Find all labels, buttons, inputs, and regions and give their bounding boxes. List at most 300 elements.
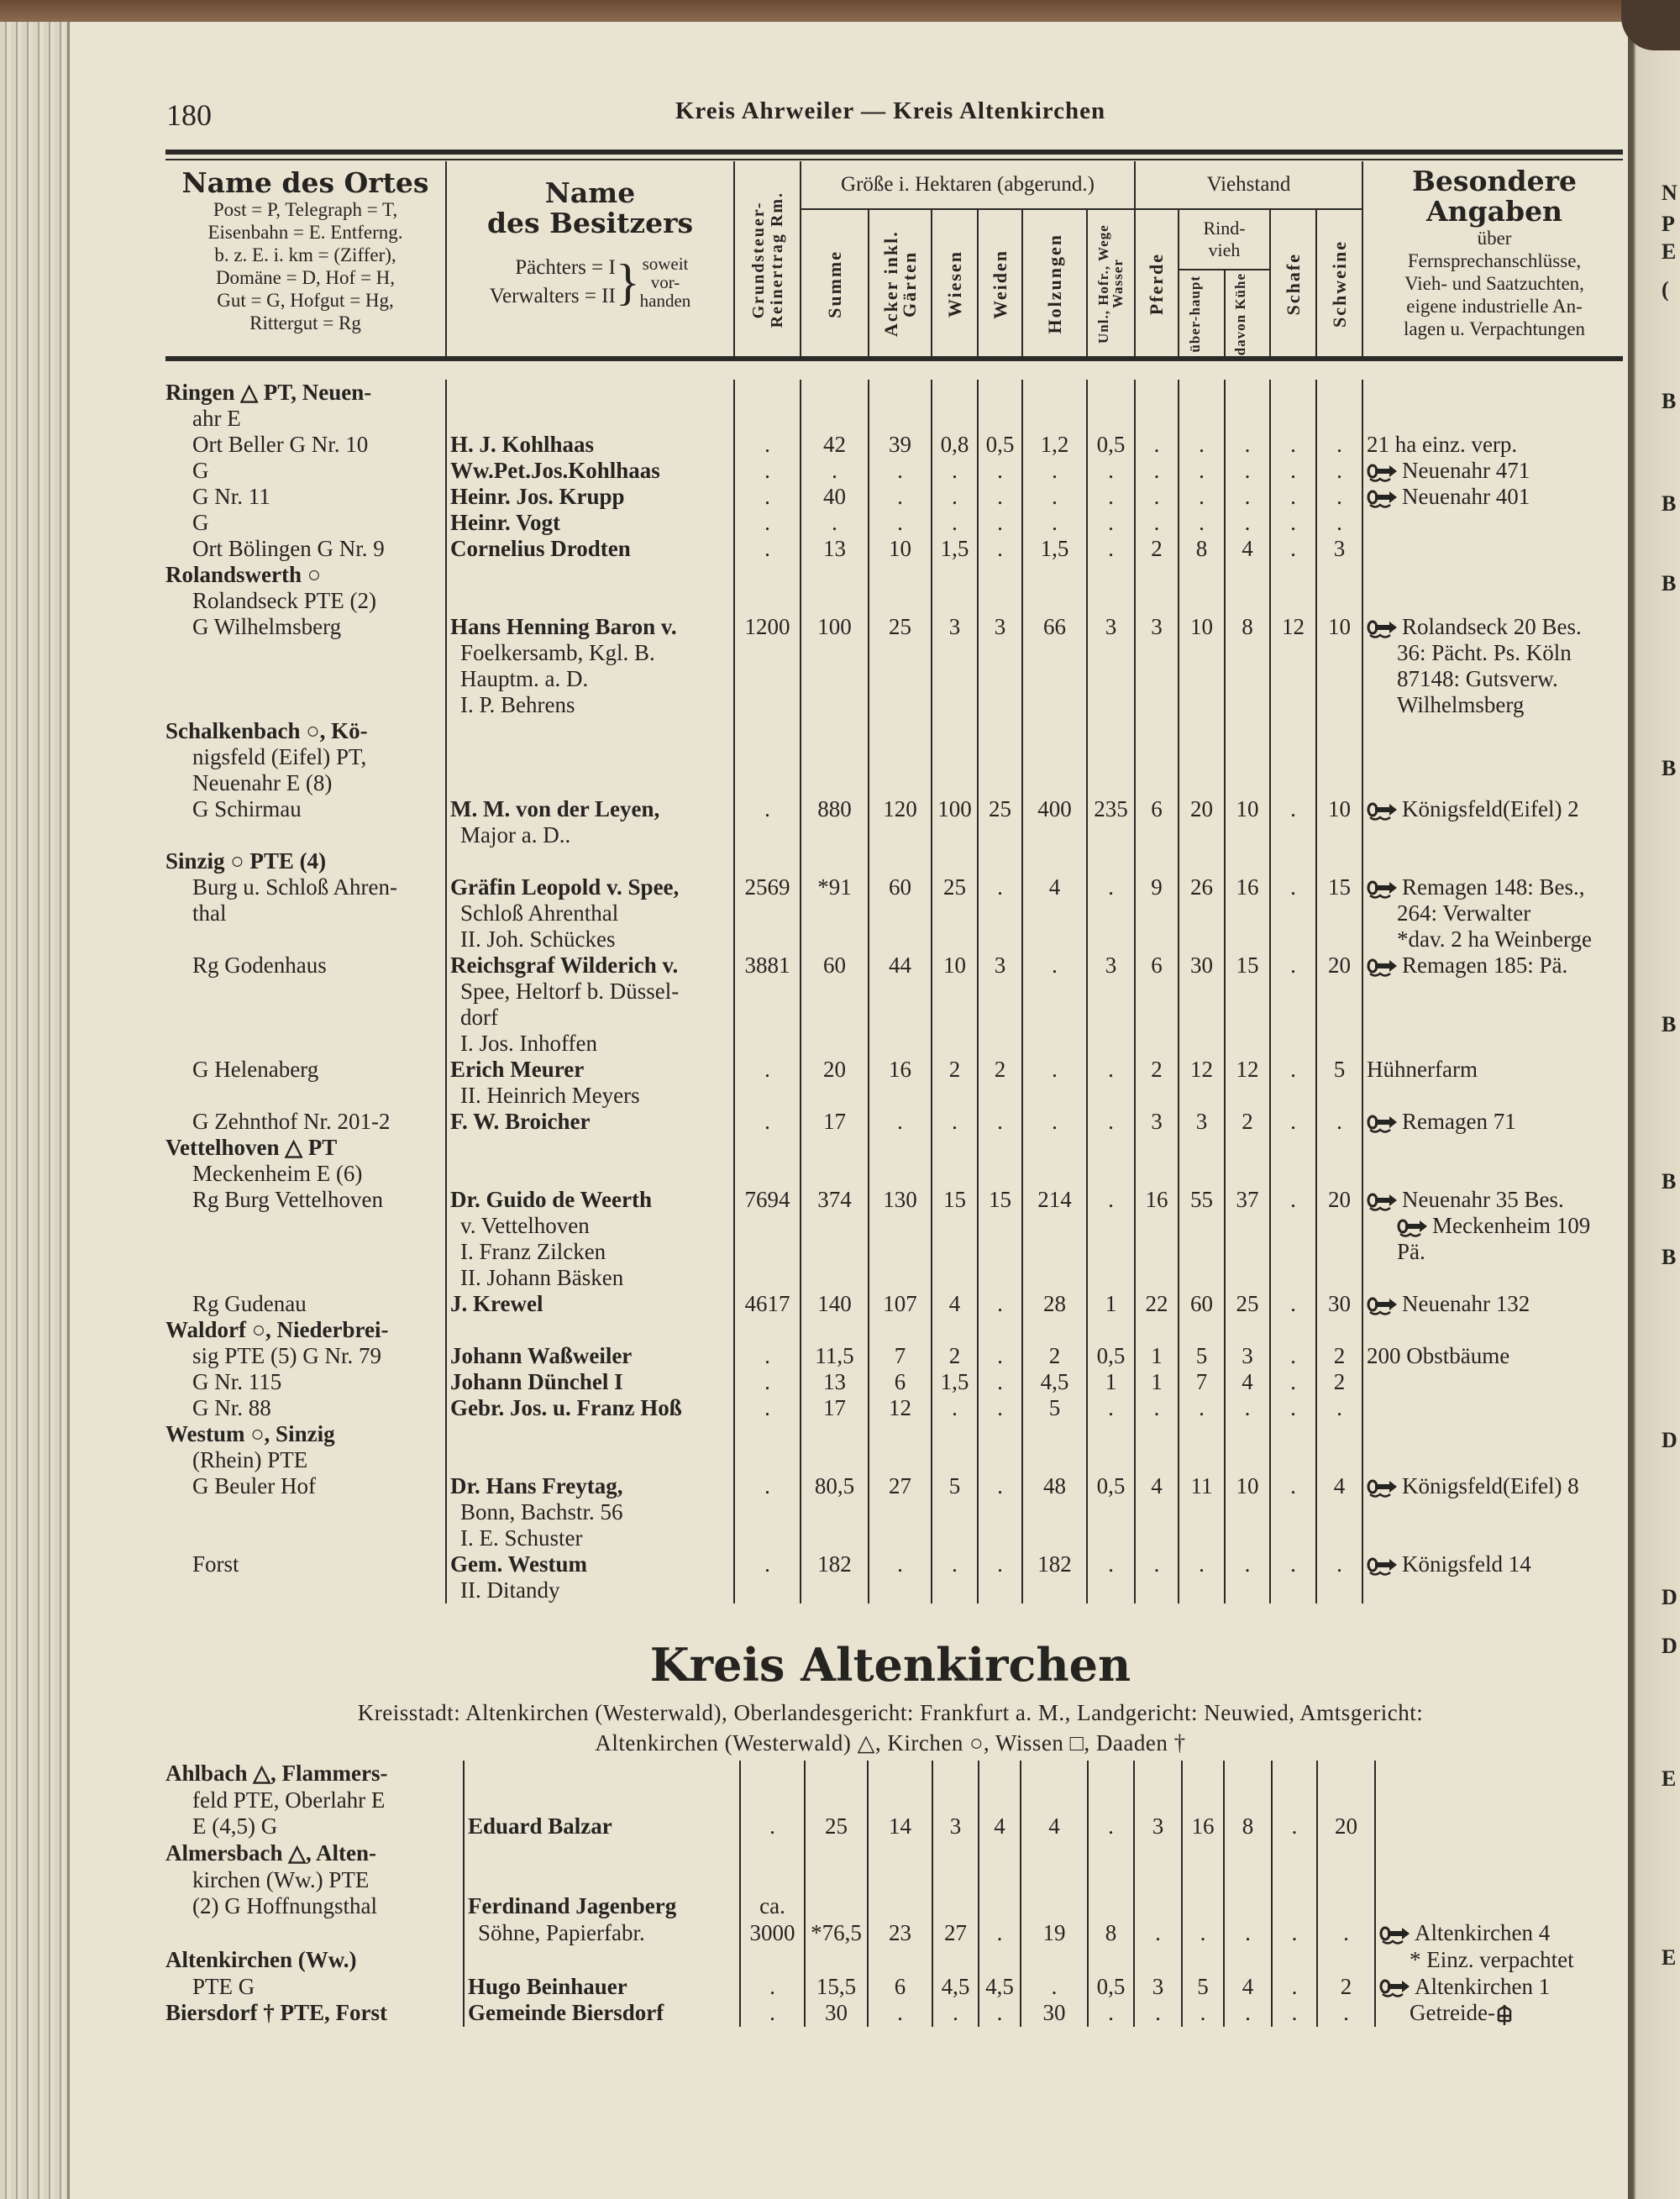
blank-line	[1023, 770, 1086, 796]
value-schweine	[1316, 1947, 1374, 1974]
summe-value: 374	[817, 1187, 852, 1212]
value-pferde	[1134, 458, 1178, 484]
blank-line	[735, 848, 800, 874]
phone-icon	[1367, 958, 1399, 978]
schafe-value: .	[1291, 1813, 1298, 1839]
table-row	[165, 1551, 1625, 1603]
value-wiesen	[931, 1187, 977, 1291]
value-unland	[1086, 1473, 1134, 1551]
holzungen-value: 30	[1042, 2000, 1066, 2026]
blank-line	[1318, 1787, 1374, 1814]
blank-line	[1376, 1787, 1626, 1814]
blank-line	[1271, 562, 1315, 588]
rindvieh-cows-value: .	[1244, 484, 1251, 509]
value-schweine	[1315, 1343, 1362, 1369]
pferde-value: 16	[1145, 1187, 1168, 1212]
blank-line	[1088, 666, 1134, 692]
owner-name: F. W. Broicher	[450, 1109, 591, 1134]
blank-line	[1023, 979, 1086, 1005]
value-acker	[868, 1395, 931, 1421]
note-line	[1363, 874, 1625, 900]
blank-line	[1023, 900, 1086, 926]
rindvieh-total-value: .	[1199, 1551, 1205, 1577]
value-wiesen	[931, 1395, 977, 1421]
blank-line	[979, 1083, 1021, 1109]
blank-line	[447, 562, 733, 588]
rindvieh-cows-value: .	[1245, 1920, 1251, 1946]
holzungen-value: 2	[1048, 1343, 1061, 1368]
blank-line	[1179, 1213, 1224, 1239]
blank-line	[1363, 1265, 1625, 1291]
owner-detail: II. Heinrich Meyers	[460, 1083, 640, 1108]
table-row	[165, 874, 1625, 953]
header-schafe: Schafe	[1282, 252, 1304, 316]
value-summe	[804, 1840, 867, 1893]
value-schweine	[1316, 1813, 1374, 1840]
weiden-value: .	[997, 874, 1003, 900]
schweine-value: 2	[1333, 1343, 1346, 1368]
place-name: G Nr. 88	[192, 1395, 271, 1420]
blank-line	[869, 1421, 931, 1447]
value-grundsteuer	[733, 1317, 800, 1343]
blank-line	[735, 718, 800, 744]
schafe-value: .	[1291, 2000, 1298, 2026]
holzungen-value: 4	[1048, 1813, 1060, 1839]
blank-line	[1136, 640, 1178, 666]
phone-icon	[1367, 1192, 1399, 1212]
notes-cell	[1362, 1109, 1625, 1135]
blank-line	[1271, 640, 1315, 666]
blank-line	[447, 1447, 733, 1473]
blank-line	[1088, 1005, 1134, 1031]
blank-line	[933, 1787, 978, 1814]
place-cell	[165, 953, 445, 1057]
phone-icon	[1367, 489, 1399, 509]
weiden-value: .	[997, 1395, 1003, 1420]
blank-line	[1226, 926, 1269, 953]
blank-line	[1317, 900, 1362, 926]
facing-page-letter: E	[1662, 1766, 1677, 1791]
value-holzungen	[1021, 562, 1086, 614]
blank-line	[165, 640, 445, 666]
summe-value: 880	[817, 796, 852, 821]
value-holzungen	[1021, 1473, 1086, 1551]
note-line	[1363, 1213, 1625, 1239]
blank-line	[1136, 1525, 1178, 1551]
blank-line	[1179, 406, 1224, 432]
facing-page-letter: B	[1662, 491, 1677, 516]
value-unland	[1086, 562, 1134, 614]
blank-line	[741, 1761, 804, 1787]
value-rindvieh-total	[1178, 1109, 1224, 1135]
holzungen-value: 4,5	[1040, 1369, 1069, 1394]
blank-line	[1317, 1083, 1362, 1109]
blank-line	[1089, 1840, 1133, 1867]
blank-line	[869, 1213, 931, 1239]
note-text: Pä.	[1397, 1239, 1425, 1264]
value-rindvieh-cows	[1224, 484, 1269, 510]
blank-line	[869, 979, 931, 1005]
header-grundsteuer	[733, 161, 800, 358]
rindvieh-cows-value: 16	[1236, 874, 1259, 900]
owner-cell	[445, 1187, 733, 1291]
blank-line	[1179, 1031, 1224, 1057]
blank-line	[1179, 588, 1224, 614]
blank-line	[1179, 1317, 1224, 1343]
value-rindvieh-total	[1178, 1473, 1224, 1551]
value-pferde	[1134, 874, 1178, 953]
blank-line	[1136, 822, 1178, 848]
value-wiesen	[931, 1057, 977, 1109]
blank-line	[869, 1031, 931, 1057]
blank-line	[1317, 1005, 1362, 1031]
value-schafe	[1271, 1840, 1316, 1893]
wiesen-value: 10	[943, 953, 966, 978]
blank-line	[979, 770, 1021, 796]
value-acker	[868, 614, 931, 718]
value-summe	[800, 1109, 868, 1135]
blank-line	[1317, 1447, 1362, 1473]
header-holzungen: Holzungen	[1043, 234, 1065, 334]
place-name: Rolandswerth ○	[165, 562, 322, 587]
blank-line	[1088, 562, 1134, 588]
header-notes-legend-3: eigene industrielle An-	[1406, 296, 1583, 317]
blank-line	[1226, 1031, 1269, 1057]
rindvieh-cows-value: 25	[1236, 1291, 1259, 1316]
blank-line	[1226, 900, 1269, 926]
blank-line	[1136, 406, 1178, 432]
grundsteuer-value: 4617	[744, 1291, 790, 1316]
blank-line	[869, 1577, 931, 1603]
blank-line	[1179, 1577, 1224, 1603]
value-unland	[1087, 1893, 1133, 1920]
value-schafe	[1271, 1947, 1316, 1974]
schweine-value: .	[1343, 1920, 1349, 1946]
owner-name: Hans Henning Baron v.	[450, 614, 677, 639]
note-line	[1376, 1947, 1626, 1974]
rindvieh-cows-value: .	[1245, 2000, 1251, 2026]
acker-value: 130	[883, 1187, 917, 1212]
blank-line	[447, 406, 733, 432]
value-weiden	[977, 796, 1021, 848]
phone-icon	[1367, 1556, 1399, 1577]
holzungen-value: 1,2	[1040, 432, 1069, 457]
blank-line	[165, 1499, 445, 1525]
value-grundsteuer	[733, 1187, 800, 1291]
blank-line	[1088, 979, 1134, 1005]
notes-cell	[1362, 458, 1625, 484]
value-holzungen	[1021, 536, 1086, 562]
value-pferde	[1134, 1291, 1178, 1317]
acker-value: .	[897, 1551, 903, 1577]
value-holzungen	[1021, 510, 1086, 536]
blank-line	[1271, 1265, 1315, 1291]
value-weiden	[977, 1187, 1021, 1291]
owner-cell	[445, 874, 733, 953]
blank-line	[1363, 1005, 1625, 1031]
value-rindvieh-total	[1181, 1947, 1223, 1974]
blank-line	[735, 692, 800, 718]
value-pferde	[1134, 380, 1178, 432]
note-line	[1363, 796, 1625, 822]
blank-line	[1023, 926, 1086, 953]
blank-line	[1023, 848, 1086, 874]
blank-line	[869, 926, 931, 953]
owner-detail: Bonn, Bachstr. 56	[460, 1499, 623, 1525]
blank-line	[1226, 1421, 1269, 1447]
value-wiesen	[932, 2000, 978, 2027]
rindvieh-cows-value: .	[1244, 1395, 1251, 1420]
value-rindvieh-cows	[1224, 1551, 1269, 1603]
blank-line	[979, 744, 1021, 770]
blank-line	[735, 640, 800, 666]
blank-line	[1376, 1893, 1626, 1920]
place-name: G Nr. 115	[192, 1369, 282, 1394]
table-row	[165, 614, 1625, 718]
blank-line	[1135, 1787, 1181, 1814]
acker-value: 12	[889, 1395, 911, 1420]
blank-line	[741, 1840, 804, 1867]
header-managers: Verwalters = II	[489, 285, 616, 307]
blank-line	[801, 1421, 868, 1447]
pferde-value: 3	[1151, 614, 1163, 639]
place-name: Ahlbach △, Flammers-	[165, 1761, 388, 1786]
blank-line	[1179, 562, 1224, 588]
phone-icon	[1379, 1978, 1411, 1998]
blank-line	[979, 848, 1021, 874]
blank-line	[932, 1577, 977, 1603]
blank-line	[979, 1525, 1021, 1551]
header-rindvieh: Rind-vieh	[1178, 210, 1269, 270]
owner-name: Gebr. Jos. u. Franz Hoß	[450, 1395, 682, 1420]
header-place-legend-1: Eisenbahn = E. Entferng.	[207, 222, 403, 243]
value-rindvieh-cows	[1224, 380, 1269, 432]
value-wiesen	[931, 796, 977, 848]
value-schafe	[1269, 1135, 1315, 1187]
weiden-value: .	[997, 1343, 1003, 1368]
note-line	[1376, 1974, 1626, 2001]
facing-page-letter: E	[1662, 239, 1677, 264]
blank-line	[933, 1840, 978, 1867]
note-line	[1363, 614, 1625, 640]
blank-line	[869, 1161, 931, 1187]
pferde-value: 6	[1151, 796, 1163, 821]
unland-value: .	[1108, 536, 1114, 561]
schafe-value: .	[1290, 432, 1296, 457]
value-holzungen	[1020, 1947, 1087, 1974]
value-grundsteuer	[733, 1473, 800, 1551]
value-rindvieh-cows	[1224, 1369, 1269, 1395]
value-wiesen	[931, 1135, 977, 1187]
place-heading-row	[165, 1840, 1626, 1893]
wiesen-value	[933, 1893, 978, 1920]
value-rindvieh-cows	[1224, 1421, 1269, 1473]
weiden-value: .	[996, 2000, 1003, 2026]
notes-cell	[1362, 796, 1625, 848]
value-acker	[868, 1109, 931, 1135]
place-name: Meckenheim E (6)	[192, 1161, 363, 1186]
note-line	[1363, 640, 1625, 666]
value-holzungen	[1021, 1421, 1086, 1473]
blank-line	[979, 1239, 1021, 1265]
value-schafe	[1269, 953, 1315, 1057]
owner-cell	[445, 510, 733, 536]
blank-line	[1271, 406, 1315, 432]
table-row	[165, 1974, 1626, 2001]
blank-line	[1363, 770, 1625, 796]
wiesen-value: 3	[949, 1813, 962, 1839]
blank-line	[1135, 1761, 1181, 1787]
blank-line	[1317, 979, 1362, 1005]
grundsteuer-value: .	[764, 796, 770, 821]
blank-line	[869, 562, 931, 588]
value-acker	[868, 458, 931, 484]
blank-line	[735, 406, 800, 432]
blank-line	[1363, 1525, 1625, 1551]
value-wiesen	[931, 484, 977, 510]
owner-detail: dorf	[460, 1005, 498, 1030]
blank-line	[801, 666, 868, 692]
place-cell	[165, 1395, 445, 1421]
pferde-value: 6	[1151, 953, 1163, 978]
blank-line	[806, 1787, 867, 1814]
schafe-value: .	[1290, 1057, 1296, 1082]
unland-value: 3	[1105, 614, 1117, 639]
value-acker	[868, 1343, 931, 1369]
value-summe	[800, 1369, 868, 1395]
phone-icon	[1367, 619, 1399, 639]
value-wiesen	[931, 432, 977, 458]
facing-page-letter: B	[1662, 1012, 1677, 1037]
value-unland	[1087, 2000, 1133, 2027]
place-name: Neuenahr E (8)	[192, 770, 333, 795]
rindvieh-total-value	[1183, 1893, 1223, 1920]
grundsteuer-value: .	[769, 1973, 775, 1999]
value-schafe	[1269, 432, 1315, 458]
value-weiden	[977, 458, 1021, 484]
value-unland	[1086, 1421, 1134, 1473]
blank-line	[1363, 1499, 1625, 1525]
value-summe	[800, 1343, 868, 1369]
blank-line	[1088, 406, 1134, 432]
owner-detail: I. P. Behrens	[460, 692, 575, 717]
value-rindvieh-total	[1178, 562, 1224, 614]
blank-line	[1271, 770, 1315, 796]
blank-line	[869, 770, 931, 796]
blank-line	[741, 1947, 804, 1974]
value-holzungen	[1021, 848, 1086, 874]
blank-line	[1088, 1525, 1134, 1551]
value-unland	[1087, 1974, 1133, 2001]
value-wiesen	[931, 874, 977, 953]
blank-line	[1271, 1213, 1315, 1239]
value-rindvieh-cows	[1224, 1395, 1269, 1421]
wiesen-value: 2	[948, 1057, 961, 1082]
blank-line	[1088, 1421, 1134, 1447]
value-grundsteuer	[733, 536, 800, 562]
value-holzungen	[1020, 1974, 1087, 2001]
notes-cell	[1362, 614, 1625, 718]
owner-cell	[445, 1473, 733, 1551]
grundsteuer-value: .	[769, 1813, 775, 1839]
value-wiesen	[931, 614, 977, 718]
blank-line	[979, 1867, 1020, 1894]
facing-page-letter: B	[1662, 571, 1677, 596]
value-acker	[868, 718, 931, 796]
header-tenants: Pächters = I	[515, 256, 616, 279]
blank-line	[1317, 848, 1362, 874]
blank-line	[735, 1135, 800, 1161]
wiesen-value: 4,5	[941, 1973, 970, 1999]
value-holzungen	[1021, 1187, 1086, 1291]
blank-line	[932, 1447, 977, 1473]
blank-line	[979, 926, 1021, 953]
rindvieh-cows-value: 2	[1242, 1109, 1253, 1134]
notes-cell	[1362, 848, 1625, 874]
blank-line	[1023, 1135, 1086, 1161]
value-holzungen	[1020, 1761, 1087, 1813]
blank-line	[1226, 822, 1269, 848]
value-holzungen	[1020, 1840, 1087, 1893]
blank-line	[1226, 1083, 1269, 1109]
value-summe	[804, 1947, 867, 1974]
blank-line	[1088, 1083, 1134, 1109]
value-holzungen	[1021, 953, 1086, 1057]
value-rindvieh-cows	[1223, 1893, 1271, 1920]
blank-line	[1023, 692, 1086, 718]
blank-line	[447, 848, 733, 874]
value-grundsteuer	[733, 1395, 800, 1421]
value-summe	[800, 1551, 868, 1603]
blank-line	[869, 640, 931, 666]
blank-line	[1317, 1525, 1362, 1551]
grundsteuer-value: ca.	[759, 1893, 785, 1919]
blank-line	[1363, 979, 1625, 1005]
blank-line	[806, 1947, 867, 1974]
blank-line	[1023, 822, 1086, 848]
blank-line	[869, 1525, 931, 1551]
rindvieh-total-value: 10	[1190, 614, 1213, 639]
value-weiden	[977, 1343, 1021, 1369]
blank-line	[979, 979, 1021, 1005]
value-schweine	[1315, 848, 1362, 874]
owner-name: Gemeinde Biersdorf	[468, 2000, 664, 2026]
blank-line	[1023, 1161, 1086, 1187]
blank-line	[932, 900, 977, 926]
value-schweine	[1315, 380, 1362, 432]
value-weiden	[977, 432, 1021, 458]
owner-cell	[463, 1761, 739, 1813]
place-name: Almersbach △, Alten-	[165, 1840, 376, 1866]
place-heading-row	[165, 2000, 1626, 2027]
blank-line	[979, 1787, 1020, 1814]
place-cell	[165, 510, 445, 536]
place-cell	[165, 1893, 463, 1920]
value-rindvieh-total	[1181, 1974, 1223, 2001]
value-weiden	[978, 1974, 1020, 2001]
notes-cell	[1362, 1187, 1625, 1291]
rindvieh-total-value: .	[1199, 484, 1205, 509]
owner-cell	[463, 2000, 739, 2027]
value-acker	[868, 953, 931, 1057]
rindvieh-total-value: 3	[1195, 1109, 1208, 1134]
owner-name: Gem. Westum	[450, 1551, 587, 1577]
value-rindvieh-total	[1178, 718, 1224, 796]
place-cell	[165, 1761, 463, 1813]
acker-value: 107	[883, 1291, 917, 1316]
blank-line	[1271, 1135, 1315, 1161]
blank-line	[1318, 1840, 1374, 1867]
